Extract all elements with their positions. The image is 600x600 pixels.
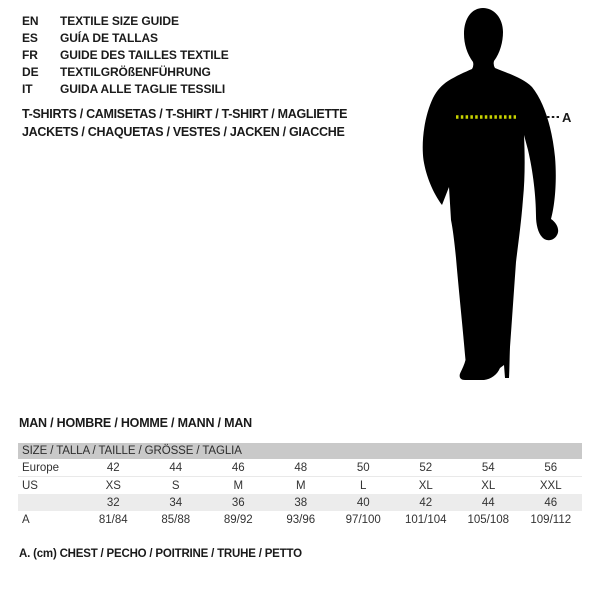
table-cell: 93/96 [286,513,316,526]
table-cell: M [270,477,333,495]
table-cell: 38 [294,496,308,509]
table-cell: 44 [481,496,495,509]
table-cell: XL [457,477,520,495]
man-silhouette-svg [403,8,573,390]
table-cell: L [332,477,395,495]
row-label [18,494,82,511]
language-code: IT [22,82,33,96]
table-cell: 54 [481,461,495,474]
section-title-man: MAN / HOMBRE / HOMME / MANN / MAN [19,416,252,430]
language-code: ES [22,31,38,45]
language-code: DE [22,65,39,79]
table-row-chest [18,511,582,528]
table-cell: 105/108 [467,513,510,526]
table-cell: 36 [231,496,245,509]
language-guide-list [22,13,229,98]
table-cell: 32 [106,496,120,509]
row-label: US [18,477,82,495]
table-row-numeric [18,494,582,511]
language-code: FR [22,48,38,62]
table-cell: 97/100 [345,513,381,526]
list-item [22,13,229,30]
table-cell: 48 [294,461,308,474]
table-cell: 101/104 [404,513,447,526]
table-cell: XXL [520,477,583,495]
man-silhouette [423,8,558,380]
man-silhouette-figure [403,8,573,390]
table-cell: M [207,477,270,495]
table-cell: 34 [169,496,183,509]
table-cell: 46 [544,496,558,509]
language-label: TEXTILGRÖßENFÜHRUNG [60,65,211,79]
table-header-row [18,443,582,459]
table-cell: 85/88 [161,513,191,526]
table-cell: 109/112 [530,513,572,526]
language-label: GUIDE DES TAILLES TEXTILE [60,48,229,62]
table-header: SIZE / TALLA / TAILLE / GRÖSSE / TAGLIA [18,443,582,459]
row-label: Europe [22,461,60,474]
table-cell: 56 [544,461,558,474]
table-row-us [18,477,582,495]
table-cell: XL [395,477,458,495]
list-item [22,64,229,81]
language-label: TEXTILE SIZE GUIDE [60,14,179,28]
language-label: GUÍA DE TALLAS [60,31,158,45]
table-cell: 42 [106,461,120,474]
row-label: A [22,513,30,526]
measurement-label-a: A [562,110,572,125]
table-cell: 81/84 [98,513,128,526]
list-item [22,47,229,64]
table-cell: 46 [231,461,245,474]
table-row-europe [18,459,582,477]
language-label: GUIDA ALLE TAGLIE TESSILI [60,82,226,96]
category-line-jackets: JACKETS / CHAQUETAS / VESTES / JACKEN / GIACCHE [22,125,345,139]
table-cell: S [145,477,208,495]
size-table [18,443,582,528]
table-cell: 52 [419,461,433,474]
category-line-tshirts: T-SHIRTS / CAMISETAS / T-SHIRT / T-SHIRT / MAGLIETTE [22,107,348,121]
table-cell: 44 [169,461,183,474]
language-code: EN [22,14,39,28]
table-cell: XS [82,477,145,495]
table-cell: 42 [419,496,433,509]
table-cell: 89/92 [223,513,253,526]
table-cell: 50 [356,461,370,474]
table-cell: 40 [356,496,370,509]
garment-categories [22,105,347,141]
measurement-footnote: A. (cm) CHEST / PECHO / POITRINE / TRUHE / PETTO [19,548,302,560]
list-item [22,30,229,47]
list-item [22,81,229,98]
